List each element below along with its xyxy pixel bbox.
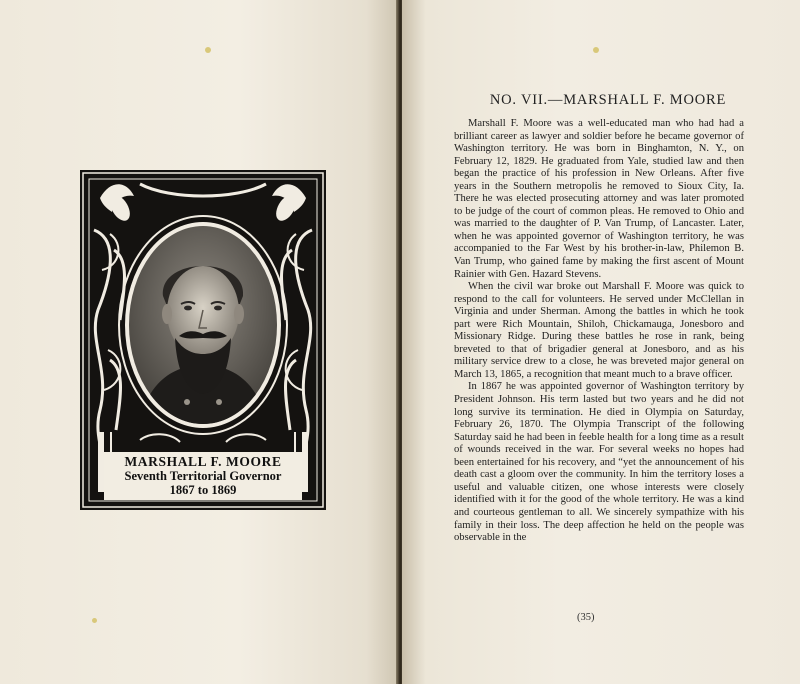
page-number: (35)	[577, 612, 595, 623]
right-page	[402, 0, 800, 684]
paragraph: When the civil war broke out Marshall F. Moore was quick to respond to the call for volunteers. He served under McClellan in Virginia and under Sherman. Among the battles in which he took part were Rich Mountain, Shiloh, Chickamauga, Jonesboro and Missionary Ridge. During these battles he rose in rank, being breveted to that of brigadier general at Jonesboro, and as his military service drew to a close, he was breveted major general on March 13, 1865, a recognition that meant much to a brave officer.	[454, 281, 744, 380]
chapter-title: NO. VII.—MARSHALL F. MOORE	[489, 92, 727, 108]
paper-spot	[92, 618, 97, 623]
caption-years: 1867 to 1869	[169, 483, 237, 497]
paragraph: In 1867 he was appointed governor of Washington territory by President Johnson. His term lasted but two years and he did not long survive its termination. He died in Olympia on Saturday, February 26, 1870. The Olympia Transcript of the following Saturday said he had been in feeble health for a long time as a result of wounds received in the war. For several weeks no hopes had been entertained for his recovery, and “yet the announcement of his death cast a gloom over the community. In him the territory loses a useful and valuable citizen, one whose interests were closely identified with it for the good of the whole territory. He was a kind and courteous gentleman to all. We sincerely sympathize with his family in their loss. The deep affection he held on the people was observable in the	[454, 381, 744, 544]
chapter-body	[454, 118, 744, 545]
portrait-photo	[129, 226, 277, 424]
caption-title: Seventh Territorial Governor	[124, 469, 282, 483]
portrait-caption	[104, 452, 302, 500]
portrait-oval	[125, 222, 281, 428]
portrait-frame	[80, 170, 326, 510]
paragraph: Marshall F. Moore was a well-educated man who had had a brilliant career as lawyer and soldier before he became governor of Washington territory. He was born in Binghamton, N. Y., on February 12, 1829. He graduated from Yale, studied law and then began the practice of his profession in New Orleans. After five years in the Southern metropolis he removed to Sioux City, Ia. There he was elected prosecuting attorney and was later promoted to be judge of the court of common pleas. He removed to Ohio and was married to the daughter of P. Van Trump, of Lancaster. Later, when he was appointed governor of Washington territory, he was accompanied to the Far West by his brother-in-law, Philemon B. Van Trump, who gained fame by making the first ascent of Mount Rainier with Gen. Hazard Stevens.	[454, 118, 744, 280]
paper-spot	[593, 47, 599, 53]
paper-spot	[205, 47, 211, 53]
left-page	[0, 0, 398, 684]
caption-name: MARSHALL F. MOORE	[124, 454, 282, 469]
